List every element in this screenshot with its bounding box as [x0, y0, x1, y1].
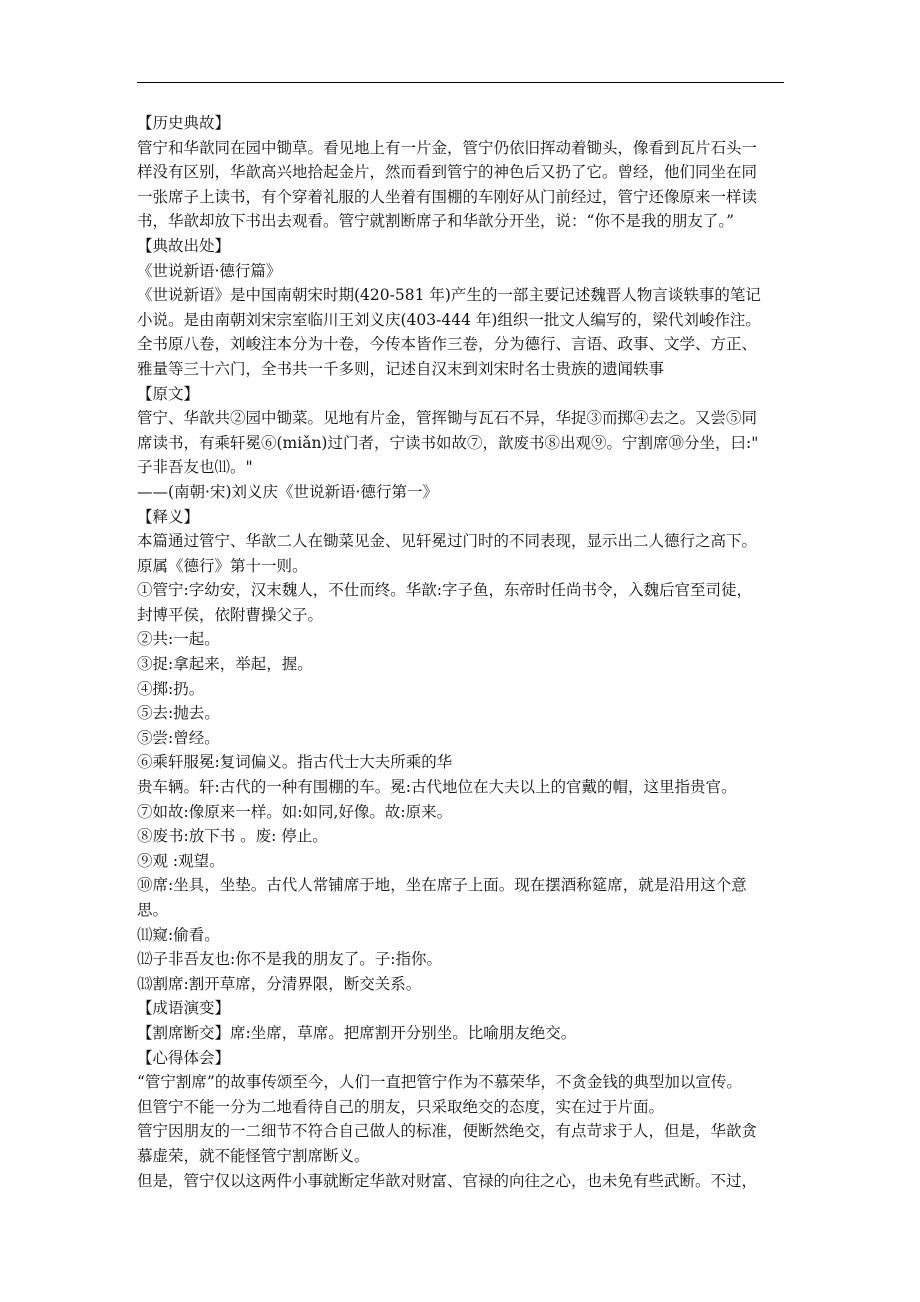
text-line: ⑦如故:像原来一样。如:如同,好像。故:原来。	[137, 802, 453, 821]
text-line: 小说。是由南朝刘宋宗室临川王刘义庆(403-444 年)组织一批文人编写的，梁代刘峻作注。	[137, 310, 761, 329]
text-line: 一张席子上读书，有个穿着礼服的人坐着有围棚的车刚好从门前经过，管宁还像原来一样读	[137, 187, 758, 206]
text-line: 封博平侯，依附曹操父子。	[137, 605, 324, 624]
section-heading: 【典故出处】	[137, 236, 231, 255]
text-line: ——(南朝·宋)刘义庆《世说新语·德行第一》	[137, 482, 438, 501]
text-line: “管宁割席”的故事传颂至今，人们一直把管宁作为不慕荣华，不贪金钱的典型加以宣传。	[137, 1073, 742, 1092]
text-line: ⑾窥:偷看。	[137, 925, 220, 944]
text-line: 书，华歆却放下书出去观看。管宁就割断席子和华歆分开坐，说：“你不是我的朋友了。”	[137, 212, 735, 231]
text-line: 【割席断交】席:坐席，草席。把席割开分别坐。比喻朋友绝交。	[137, 1023, 577, 1042]
text-line: ⑨观 :观望。	[137, 851, 225, 870]
text-line: 雅量等三十六门，全书共一千多则，记述自汉末到刘宋时名士贵族的遗闻轶事	[137, 359, 665, 378]
text-line: ⑥乘轩服冕:复词偏义。指古代士大夫所乘的华	[137, 753, 453, 772]
text-line: 管宁和华歆同在园中锄草。看见地上有一片金，管宁仍依旧挥动着锄头，像看到瓦片石头一	[137, 138, 758, 157]
header-rule	[137, 82, 784, 83]
text-line: ⑤尝:曾经。	[137, 728, 220, 747]
text-line: 慕虚荣，就不能怪管宁割席断义。	[137, 1146, 370, 1165]
text-line: 管宁、华歆共②园中锄菜。见地有片金，管挥锄与瓦石不异，华捉③而掷④去之。又尝⑤同	[137, 409, 758, 428]
text-line: 思。	[137, 901, 169, 919]
text-line: ⑿子非吾友也:你不是我的朋友了。子:指你。	[137, 950, 442, 969]
text-line: ③捉:拿起来，举起，握。	[137, 655, 313, 674]
text-line: 子非吾友也⑾。"	[137, 458, 253, 477]
document-body	[137, 111, 797, 1193]
text-line: 席读书，有乘轩冕⑥(miǎn)过门者，宁读书如故⑦，歆废书⑧出观⑨。宁割席⑩分坐，曰:"	[137, 433, 759, 452]
text-line: 《世说新语》是中国南朝宋时期(420-581 年)产生的一部主要记述魏晋人物言谈轶事的笔记	[137, 286, 761, 305]
text-line: ⑧废书:放下书 。废: 停止。	[137, 827, 328, 846]
text-line: ①管宁:字幼安，汉末魏人，不仕而终。华歆:字子鱼，东帝时任尚书令，入魏后官至司徒，	[137, 581, 752, 600]
section-heading: 【原文】	[137, 384, 200, 403]
text-line: ⒀割席:割开草席，分清界限，断交关系。	[137, 974, 422, 993]
section-heading: 【心得体会】	[137, 1048, 231, 1067]
text-line: 全书原八卷，刘峻注本分为十卷，今传本皆作三卷，分为德行、言语、政事、文学、方正、	[137, 335, 758, 354]
section-heading: 【历史典故】	[137, 114, 231, 132]
text-line: ⑤去:抛去。	[137, 704, 220, 723]
text-line: 样没有区别，华歆高兴地拾起金片，然而看到管宁的神色后又扔了它。曾经，他们同坐在同	[137, 163, 758, 182]
section-heading: 【成语演变】	[137, 999, 231, 1018]
text-line: 本篇通过管宁、华歆二人在锄菜见金、见轩冕过门时的不同表现，显示出二人德行之高下。	[137, 532, 758, 551]
text-line: 原属《德行》第十一则。	[137, 556, 308, 575]
text-line: 管宁因朋友的一二细节不符合自己做人的标准，便断然绝交，有点苛求于人，但是，华歆贪	[137, 1122, 758, 1141]
text-line: ⑩席:坐具，坐垫。古代人常铺席于地，坐在席子上面。现在摆酒称筵席，就是沿用这个意	[137, 876, 747, 895]
section-heading: 【释义】	[137, 507, 200, 526]
text-line: ④掷:扔。	[137, 679, 205, 698]
text-line: 贵车辆。轩:古代的一种有围棚的车。冕:古代地位在大夫以上的官戴的帽，这里指贵官。	[137, 778, 737, 797]
text-line: ②共:一起。	[137, 630, 220, 649]
text-line: 但是，管宁仅以这两件小事就断定华歆对财富、官禄的向往之心，也未免有些武断。不过，	[137, 1171, 758, 1190]
text-line: 《世说新语·德行篇》	[137, 261, 282, 280]
text-line: 但管宁不能一分为二地看待自己的朋友，只采取绝交的态度，实在过于片面。	[137, 1097, 665, 1116]
